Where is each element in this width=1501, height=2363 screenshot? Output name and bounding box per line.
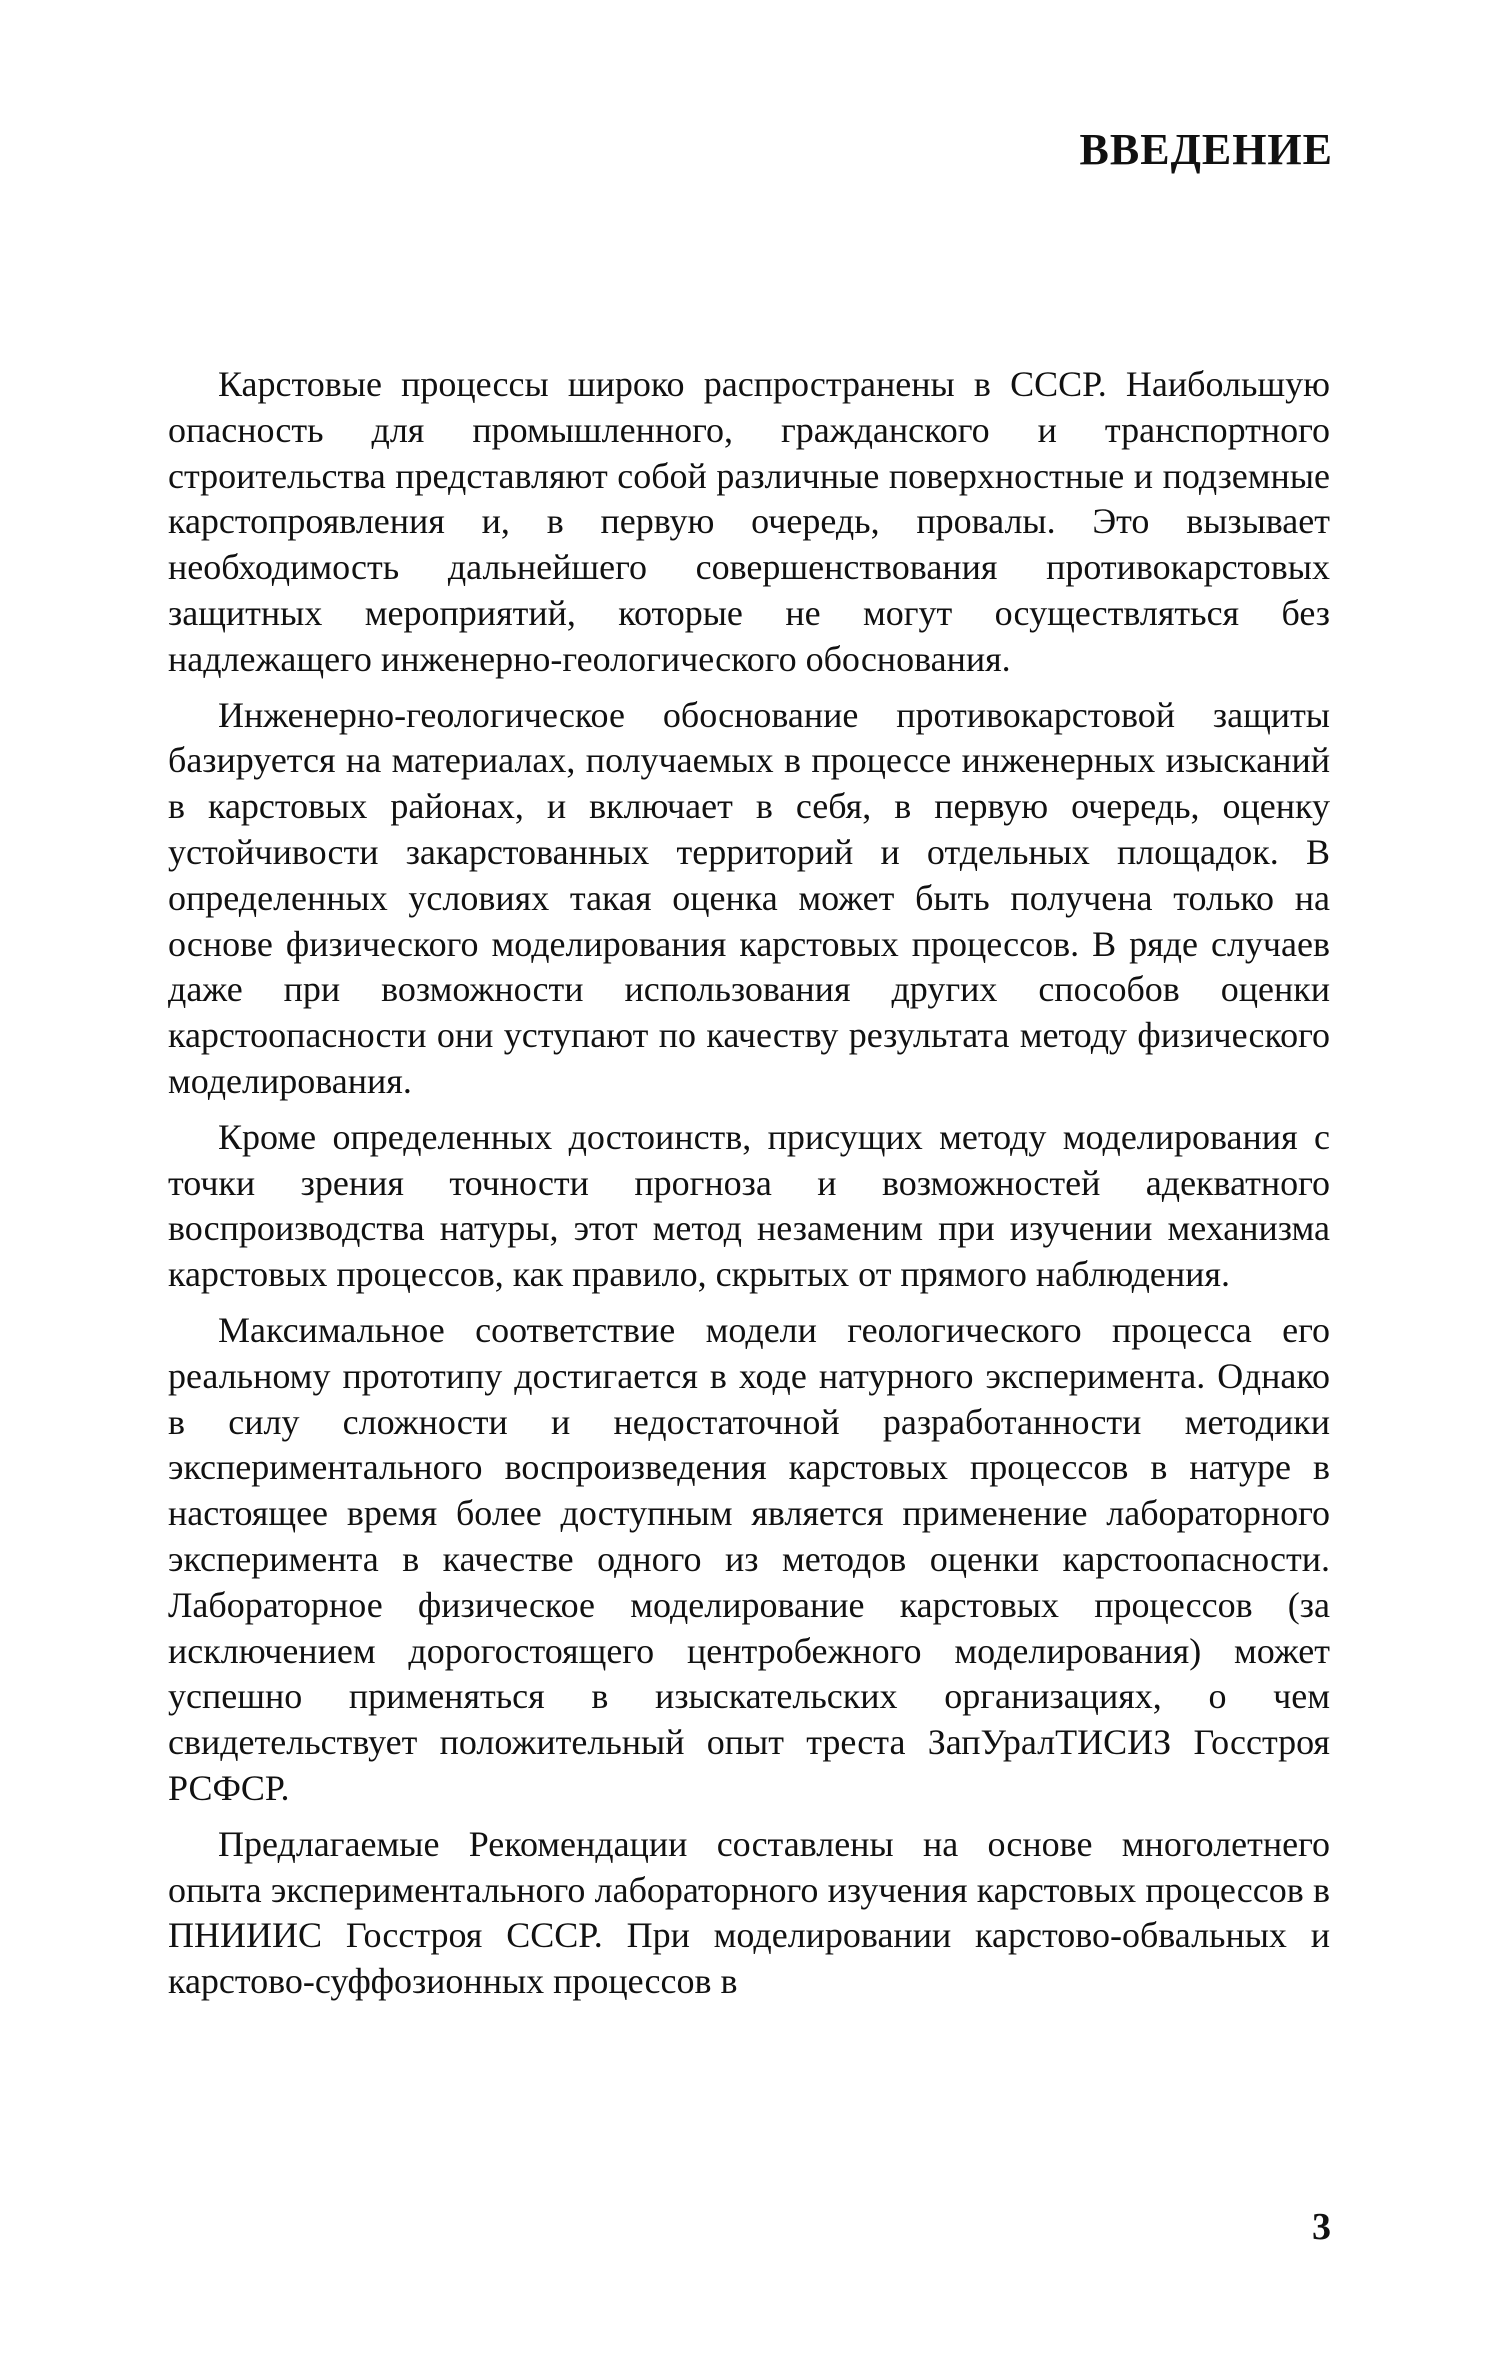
page-title: ВВЕДЕНИЕ	[1079, 125, 1333, 174]
paragraph-1: Карстовые процессы широко распространены в СССР. Наибольшую опасность для промышленного, гражданского и транспортного строительства представляют собой различные поверхностные и подземные карстопроявления и, в первую очередь, провалы. Это вызывает необходимость дальнейшего совершенствования противокарстовых защитных мероприятий, которые не могут осуществляться без надлежащего инженерно-геологического обоснования.	[168, 364, 1330, 679]
paragraph-3: Кроме определенных достоинств, присущих методу моделирования с точки зрения точности прогноза и возможностей адекватного воспроизводства натуры, этот метод незаменим при изучении механизма карстовых процессов, как правило, скрытых от прямого наблюдения.	[168, 1116, 1330, 1295]
body-text	[168, 362, 1330, 2015]
paragraph-5: Предлагаемые Рекомендации составлены на основе многолетнего опыта экспериментального лабораторного изучения карстовых процессов в ПНИИИС Госстроя СССР. При моделировании карстово-обвальных и карстово-суффозионных процессов в	[168, 1823, 1330, 2002]
paragraph-2: Инженерно-геологическое обоснование противокарстовой защиты базируется на материалах, получаемых в процессе инженерных изысканий в карстовых районах, и включает в себя, в первую очередь, оценку устойчивости закарстованных территорий и отдельных площадок. В определенных условиях такая оценка может быть получена только на основе физического моделирования карстовых процессов. В ряде случаев даже при возможности использования других способов оценки карстоопасности они уступают по качеству результата методу физического моделирования.	[168, 694, 1330, 1101]
paragraph-4: Максимальное соответствие модели геологического процесса его реальному прототипу достигается в ходе натурного эксперимента. Однако в силу сложности и недостаточной разработанности методики экспериментального воспроизведения карстовых процессов в натуре в настоящее время более доступным является применение лабораторного эксперимента в качестве одного из методов оценки карстоопасности. Лабораторное физическое моделирование карстовых процессов (за исключением дорогостоящего центробежного моделирования) может успешно применяться в изыскательских организациях, о чем свидетельствует положительный опыт треста ЗапУралТИСИЗ Госстроя РСФСР.	[168, 1309, 1330, 1808]
page-number: 3	[1312, 2206, 1331, 2248]
